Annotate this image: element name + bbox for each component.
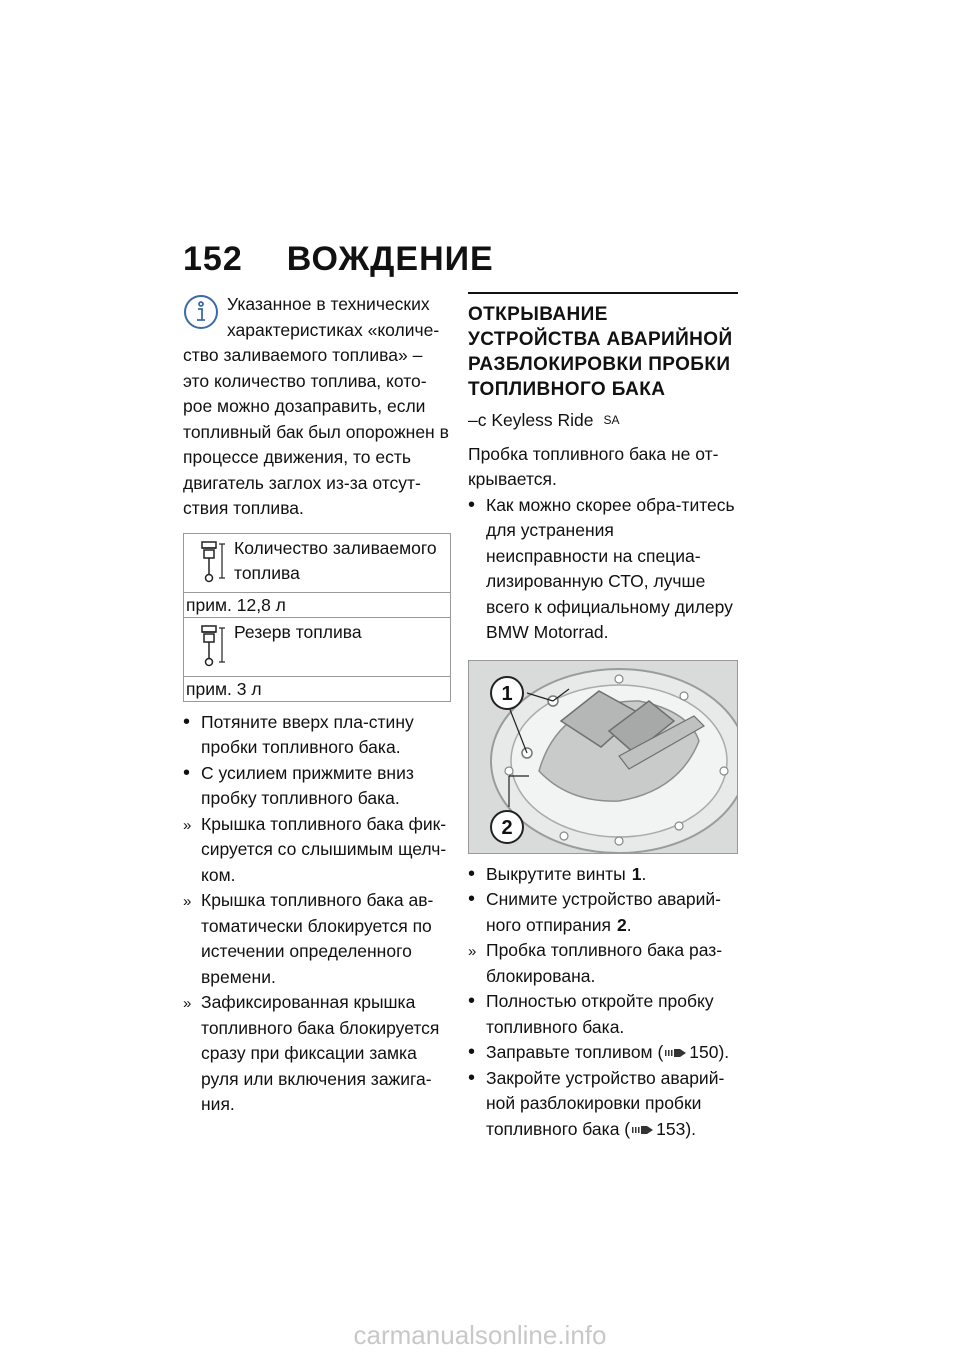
callout-ref: 1 <box>631 863 642 884</box>
figure-callout-1: 1 <box>501 682 513 705</box>
spec-value: прим. 12,8 л <box>186 594 286 615</box>
list-item: • Потяните вверх пла-стину пробки топливного бака. <box>183 710 451 761</box>
chapter-title: ВОЖДЕНИЕ <box>286 240 494 278</box>
page-ref-arrow-icon <box>663 1047 689 1059</box>
spec-label: Количество заливаемого топлива <box>234 537 437 583</box>
list-item: » Крышка топливного бака ав-томатически блокируется по истечении определенного времени. <box>183 888 451 990</box>
spec-value: прим. 3 л <box>186 678 262 699</box>
sa-tag: SA <box>603 413 620 427</box>
list-item: • Заправьте топливом ( 150). <box>468 1040 738 1066</box>
advice-list <box>468 493 738 646</box>
spec-fuel-capacity <box>183 533 451 618</box>
list-item: • Выкрутите винты 1. <box>468 862 738 888</box>
info-note <box>183 292 451 522</box>
equipment-note: –с Keyless Ride $^{SA}$ <box>468 410 620 430</box>
fuel-cap-figure <box>468 660 738 854</box>
figure-callout-2: 2 <box>501 816 513 839</box>
list-item: » Зафиксированная крышка топливного бака блокируется сразу при фиксации замка руля или включения зажига-ния. <box>183 990 451 1118</box>
page-header <box>183 240 494 279</box>
right-step-list <box>468 862 738 1143</box>
spec-label: Резерв топлива <box>234 621 362 642</box>
list-item: » Пробка топливного бака раз-блокирована. <box>468 938 738 989</box>
watermark: carmanualsonline.info <box>353 1320 607 1350</box>
info-icon <box>183 294 219 330</box>
page-number: 152 <box>183 240 243 278</box>
note-text-line2: характеристиках «количе- <box>227 319 440 340</box>
spec-gauge-icon <box>184 618 232 676</box>
fuel-cap-illustration <box>469 661 737 853</box>
page-ref-arrow-icon <box>630 1124 656 1136</box>
list-item: • Полностью откройте пробку топливного бака. <box>468 989 738 1040</box>
spec-gauge-icon <box>184 534 232 592</box>
left-column <box>183 292 451 1118</box>
list-item: • С усилием прижмите вниз пробку топливного бака. <box>183 761 451 812</box>
page-ref[interactable]: 153 <box>656 1118 686 1139</box>
intro-text: Пробка топливного бака не от-крывается. <box>468 443 719 489</box>
page-ref[interactable]: 150 <box>689 1042 719 1062</box>
note-text: ство заливаемого топлива» – это количество топлива, кото-рое можно дозаправить, если топливный бак был опорожнен в процессе движения, то есть двигатель заглох из-за отсут-ствия топлива. <box>183 345 449 518</box>
note-text-line1: Указанное в технических <box>227 294 430 314</box>
spec-fuel-reserve <box>183 618 451 702</box>
callout-ref: 2 <box>617 914 627 935</box>
list-item: • Как можно скорее обра-титесь для устранения неисправности на специа-лизированную СТО, лучше всего к официальному дилеру BMW Motorrad. <box>468 493 738 646</box>
list-item: » Крышка топливного бака фик-сируется со слышимым щелч-ком. <box>183 812 451 889</box>
section-rule <box>468 292 738 294</box>
list-item: • Снимите устройство аварий-ного отпирания 2. <box>468 887 738 938</box>
section-title: ОТКРЫВАНИЕ УСТРОЙСТВА АВАРИЙНОЙ РАЗБЛОКИРОВКИ ПРОБКИ ТОПЛИВНОГО БАКА <box>468 304 733 400</box>
right-column <box>468 292 738 1142</box>
left-step-list <box>183 710 451 1118</box>
list-item: • Закройте устройство аварий-ной разблокировки пробки топливного бака ( 153). <box>468 1066 738 1143</box>
